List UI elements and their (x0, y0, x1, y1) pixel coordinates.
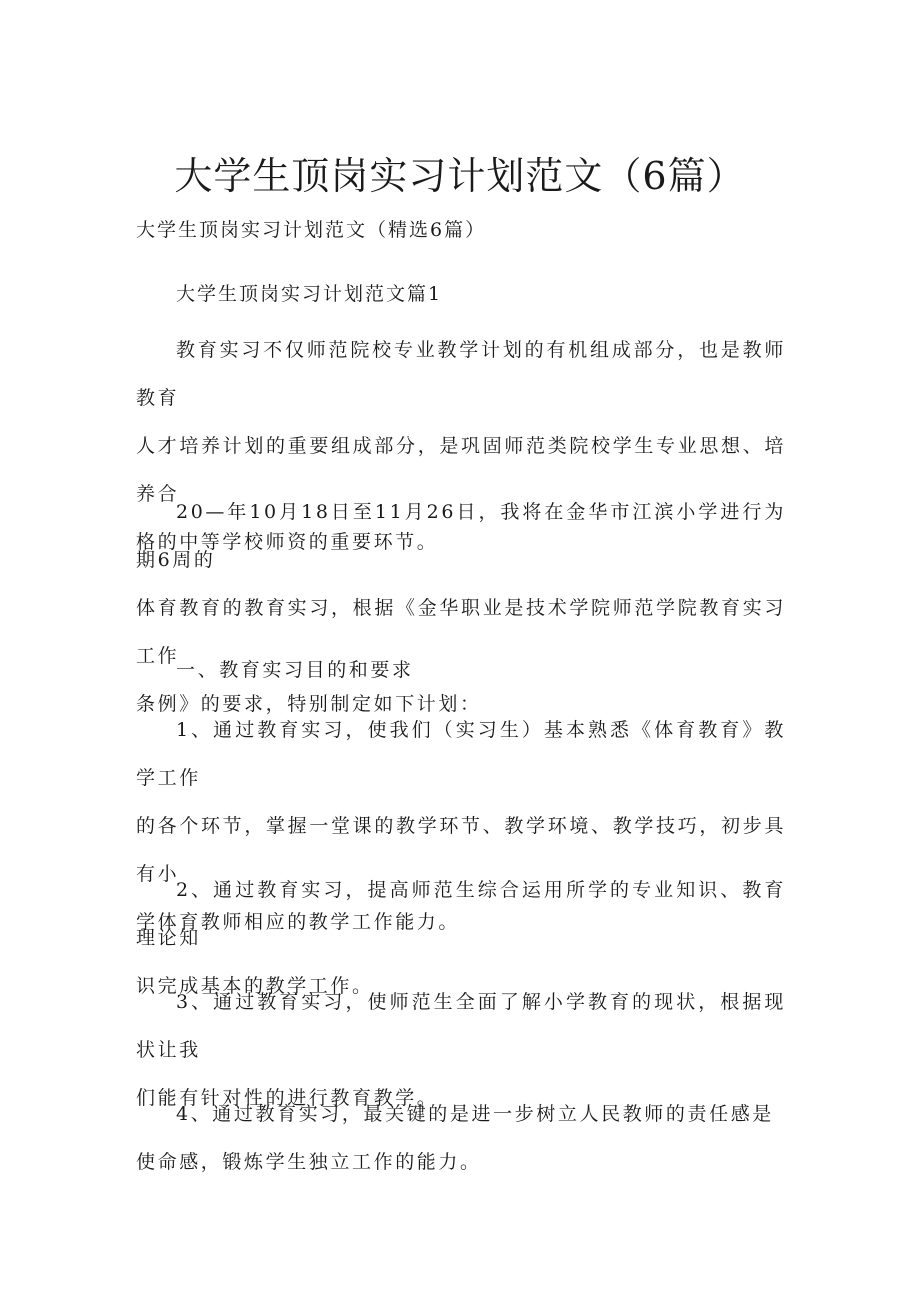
section-heading: 大学生顶岗实习计划范文篇1 (176, 283, 443, 305)
paragraph-line: 人才培养计划的重要组成部分，是巩固师范类院校学生专业思想、培养合 (136, 435, 786, 505)
paragraph-item-4 (136, 1090, 786, 1186)
paragraph-line: 使命感，锻炼学生独立工作的能力。 (136, 1151, 482, 1173)
document-subtitle: 大学生顶岗实习计划范文（精选6篇） (136, 219, 487, 241)
paragraph-line: 识完成基本的教学工作。 (136, 975, 374, 997)
paragraph-line: 们能有针对性的进行教育教学。 (136, 1087, 439, 1109)
paragraph-line: 2、通过教育实习，提高师范生综合运用所学的专业知识、教育理论知 (136, 879, 786, 949)
paragraph-line: 体育教育的教育实习，根据《金华职业是技术学院师范学院教育实习工作 (136, 597, 786, 667)
paragraph-line: 格的中等学校师资的重要环节。 (136, 531, 439, 553)
paragraph-line: 教育实习不仅师范院校专业教学计划的有机组成部分，也是教师教育 (136, 339, 786, 409)
paragraph-line: 一、教育实习目的和要求 (176, 659, 414, 681)
paragraph-line: 1、通过教育实习，使我们（实习生）基本熟悉《体育教育》教学工作 (136, 719, 786, 789)
paragraph-line: 3、通过教育实习，使师范生全面了解小学教育的现状，根据现状让我 (136, 991, 786, 1061)
paragraph-line: 学体育教师相应的教学工作能力。 (136, 911, 461, 933)
paragraph-line: 条例》的要求，特别制定如下计划： (136, 693, 482, 715)
paragraph-line: 4、通过教育实习，最关键的是进一步树立人民教师的责任感是 (176, 1103, 774, 1125)
paragraph-line: 的各个环节，掌握一堂课的教学环节、教学环境、教学技巧，初步具有小 (136, 815, 786, 885)
document-title: 大学生顶岗实习计划范文（6篇） (174, 154, 746, 198)
paragraph-line: 20—年10月18日至11月26日，我将在金华市江滨小学进行为期6周的 (136, 501, 786, 571)
heading-objectives (136, 646, 786, 694)
